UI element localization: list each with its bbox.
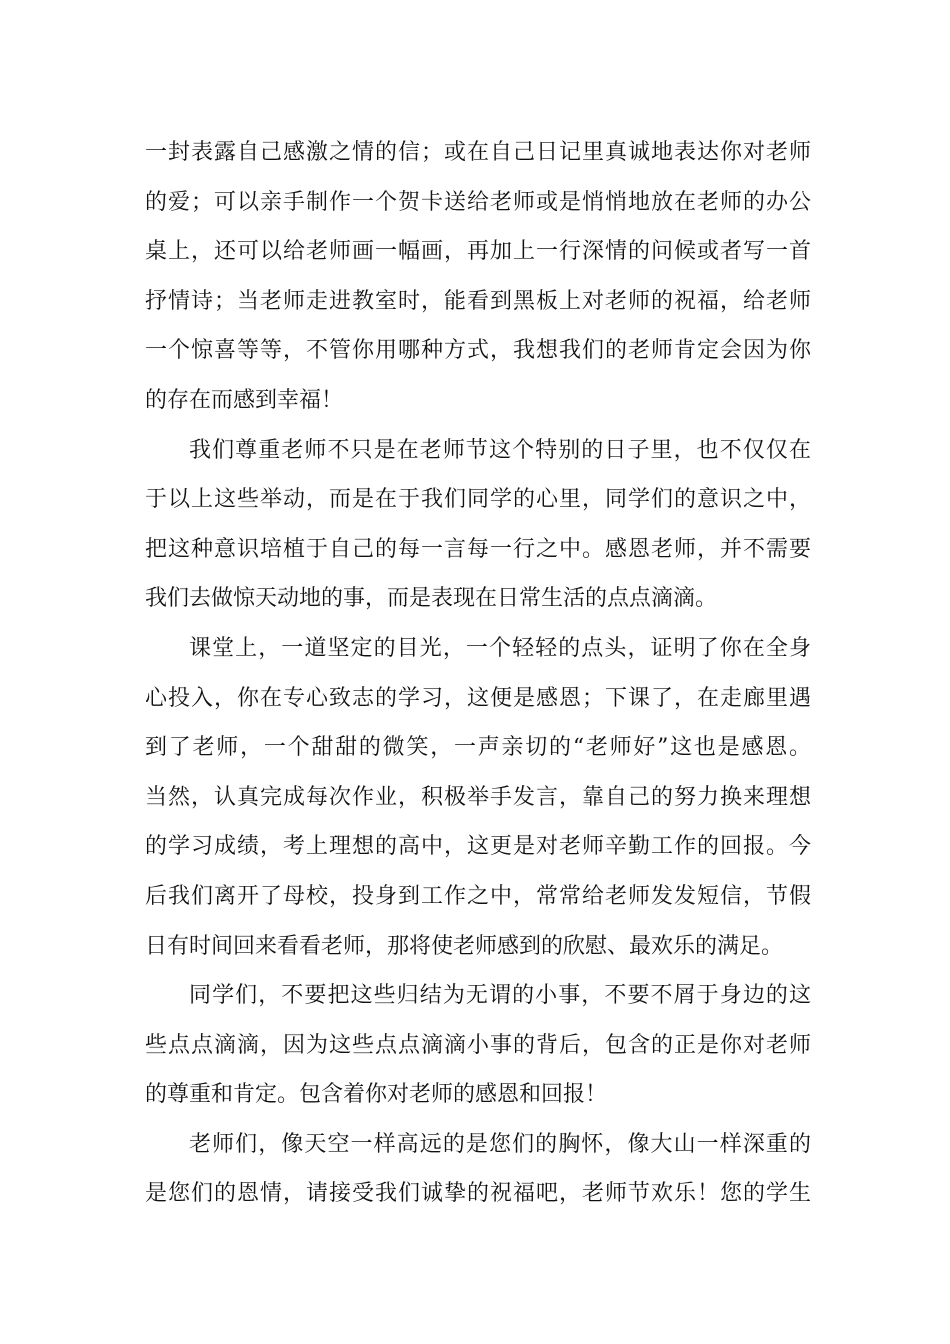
text-line: 一封表露自己感激之情的信；或在自己日记里真诚地表达你对老师 bbox=[145, 140, 811, 165]
text-line: 的尊重和肯定。包含着你对老师的感恩和回报！ bbox=[145, 1082, 608, 1108]
text-line: 课堂上，一道坚定的目光，一个轻轻的点头，证明了你在全身 bbox=[189, 635, 811, 661]
text-line: 当然，认真完成每次作业，积极举手发言，靠自己的努力换来理想 bbox=[145, 784, 811, 810]
text-line: 后我们离开了母校，投身到工作之中，常常给老师发发短信，节假 bbox=[145, 883, 811, 909]
text-line: 于以上这些举动，而是在于我们同学的心里，同学们的意识之中， bbox=[145, 487, 811, 513]
text-line: 老师们，像天空一样高远的是您们的胸怀，像大山一样深重的 bbox=[189, 1131, 811, 1157]
text-line: 是您们的恩情，请接受我们诚挚的祝福吧，老师节欢乐！您的学生 bbox=[145, 1181, 811, 1207]
text-line: 把这种意识培植于自己的每一言每一行之中。感恩老师，并不需要 bbox=[145, 536, 811, 562]
text-line: 些点点滴滴，因为这些点点滴滴小事的背后，包含的正是你对老师 bbox=[145, 1032, 811, 1058]
text-line: 桌上，还可以给老师画一幅画，再加上一行深情的问候或者写一首 bbox=[145, 239, 811, 265]
text-line: 到了老师，一个甜甜的微笑，一声亲切的“老师好”这也是感恩。 bbox=[145, 735, 811, 761]
text-line: 的存在而感到幸福！ bbox=[145, 387, 344, 413]
text-line: 心投入，你在专心致志的学习，这便是感恩；下课了，在走廊里遇 bbox=[145, 685, 811, 711]
text-line: 我们尊重老师不只是在老师节这个特别的日子里，也不仅仅在 bbox=[189, 437, 811, 463]
text-line: 抒情诗；当老师走进教室时，能看到黑板上对老师的祝福，给老师 bbox=[145, 288, 811, 314]
text-line: 一个惊喜等等，不管你用哪种方式，我想我们的老师肯定会因为你 bbox=[145, 338, 811, 364]
document-body bbox=[145, 128, 811, 1219]
text-line: 日有时间回来看看老师，那将使老师感到的欣慰、最欢乐的满足。 bbox=[145, 933, 784, 959]
text-line: 我们去做惊天动地的事，而是表现在日常生活的点点滴滴。 bbox=[145, 586, 718, 612]
text-line: 的学习成绩，考上理想的高中，这更是对老师辛勤工作的回报。今 bbox=[145, 834, 811, 860]
text-line: 同学们，不要把这些归结为无谓的小事，不要不屑于身边的这 bbox=[189, 983, 811, 1009]
text-line: 的爱；可以亲手制作一个贺卡送给老师或是悄悄地放在老师的办公 bbox=[145, 189, 811, 215]
